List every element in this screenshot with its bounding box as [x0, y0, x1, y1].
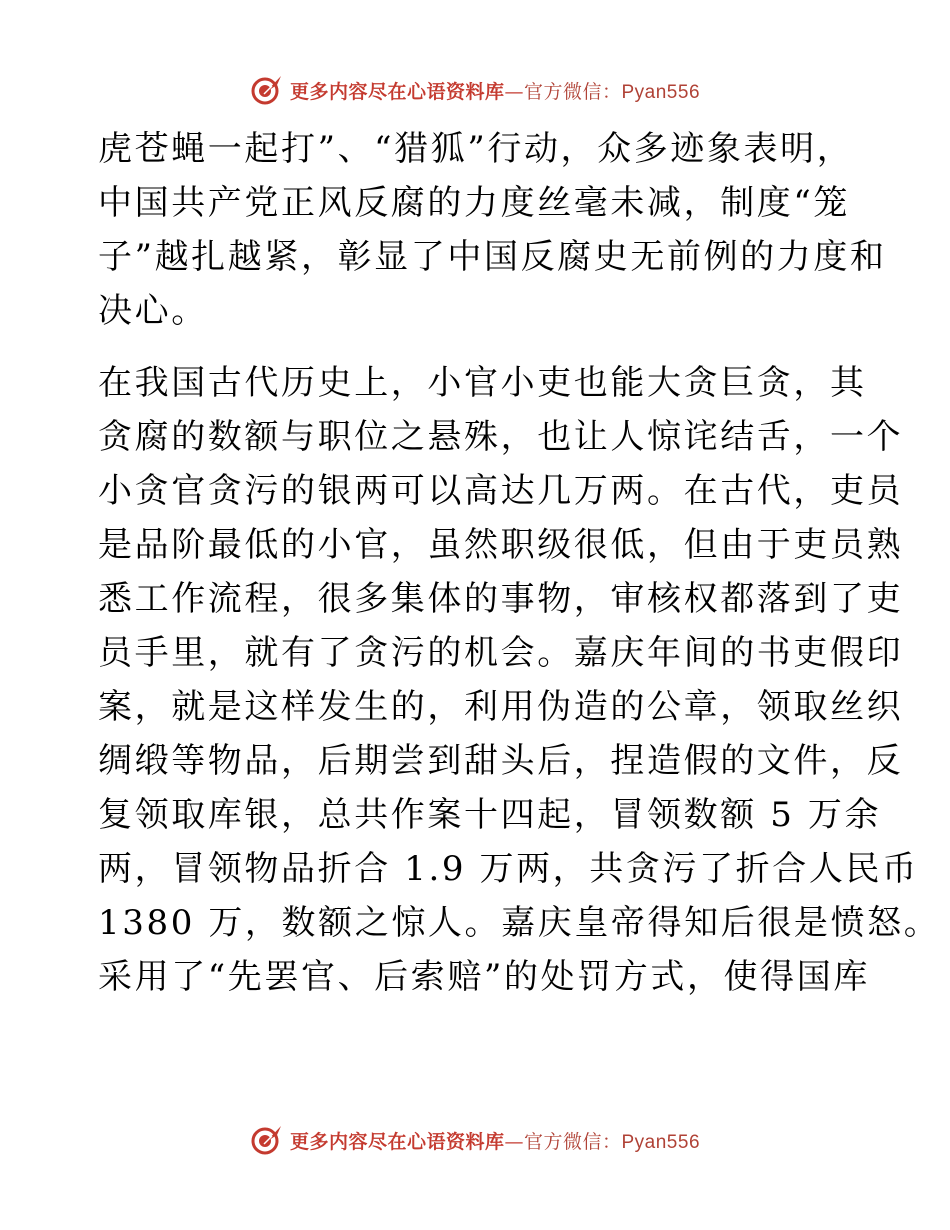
text-line: 两，冒领物品折合 1.9 万两，共贪污了折合人民币: [98, 849, 919, 889]
text-line: 小贪官贪污的银两可以高达几万两。在古代，吏员: [98, 471, 904, 511]
footer-banner-main: 更多内容尽在心语资料库: [289, 1130, 505, 1153]
text-line: 1380 万，数额之惊人。嘉庆皇帝得知后很是愤怒。: [98, 903, 941, 943]
quill-pen-logo-icon: [250, 73, 284, 107]
text-line: 案，就是这样发生的，利用伪造的公章，领取丝织: [98, 687, 904, 727]
text-line: 虎苍蝇一起打”、“猎狐”行动，众多迹象表明，: [98, 129, 854, 169]
text-line: 决心。: [98, 291, 208, 331]
text-line: 在我国古代历史上，小官小吏也能大贪巨贪，其: [98, 363, 867, 403]
footer-banner: [0, 1120, 950, 1160]
text-line: 采用了“先罢官、后索赔”的处罚方式，使得国库: [98, 957, 870, 997]
paragraph-2: [98, 356, 941, 1004]
header-banner: [0, 70, 950, 110]
header-banner-dash: —: [504, 80, 524, 103]
text-line: 复领取库银，总共作案十四起，冒领数额 5 万余: [98, 795, 882, 835]
text-line: 是品阶最低的小官，虽然职级很低，但由于吏员熟: [98, 525, 904, 565]
text-line: 中国共产党正风反腐的力度丝毫未减，制度“笼: [98, 183, 850, 223]
footer-banner-wechat: 官方微信：Pyan556: [524, 1131, 701, 1153]
quill-pen-logo-icon: [250, 1123, 284, 1157]
header-banner-text: [290, 77, 700, 104]
text-line: 悉工作流程，很多集体的事物，审核权都落到了吏: [98, 579, 904, 619]
text-line: 绸缎等物品，后期尝到甜头后，捏造假的文件，反: [98, 741, 904, 781]
text-line: 贪腐的数额与职位之悬殊，也让人惊诧结舌，一个: [98, 417, 904, 457]
text-line: 员手里，就有了贪污的机会。嘉庆年间的书吏假印: [98, 633, 904, 673]
header-banner-main: 更多内容尽在心语资料库: [289, 80, 505, 103]
paragraph-1: [98, 122, 887, 338]
header-banner-wechat: 官方微信：Pyan556: [524, 81, 701, 103]
footer-banner-dash: —: [504, 1130, 524, 1153]
text-line: 子”越扎越紧，彰显了中国反腐史无前例的力度和: [98, 237, 887, 277]
document-body: [98, 122, 941, 1004]
footer-banner-text: [290, 1127, 700, 1154]
